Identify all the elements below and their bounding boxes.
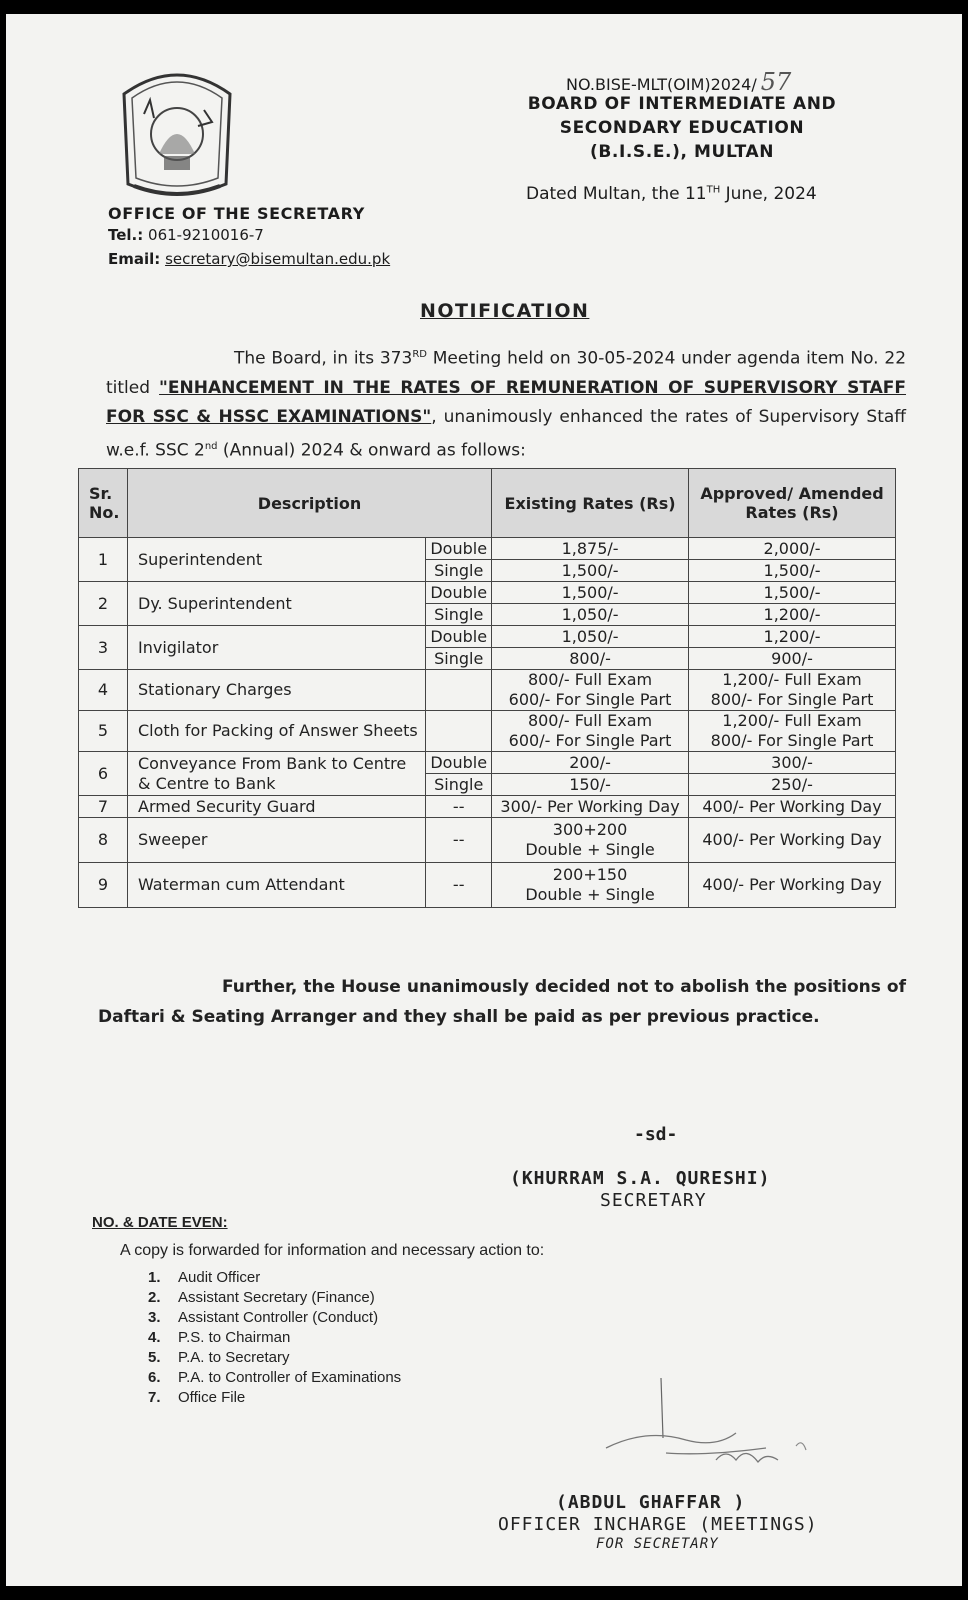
list-item: 5. P.A. to Secretary <box>148 1349 290 1366</box>
list-item: 4. P.S. to Chairman <box>148 1329 291 1346</box>
notification-intro: The Board, in its 373RD Meeting held on 30-05-2024 under agenda item No. 22 titled "ENHANCEMENT IN THE RATES OF REMUNERATION OF SUPERVISORY STAFF FOR SSC & HSSC EXAMINATIONS", unanimously enhanced the rates of Supervisory Staff w.e.f. SSC 2nd (Annual) 2024 & onward as follows: <box>106 348 907 461</box>
dated-line: Dated Multan, the 11TH June, 2024 <box>526 184 817 204</box>
copy-heading: NO. & DATE EVEN: <box>92 1214 228 1231</box>
table-row: 6 Conveyance From Bank to Centre & Centre to Bank Double 200/- 300/- <box>79 752 896 774</box>
further-decision-paragraph: Further, the House unanimously decided not to abolish the positions of Daftari & Seating Arranger and they shall be paid as per previous practice. <box>98 977 906 1027</box>
copy-intro: A copy is forwarded for information and necessary action to: <box>120 1242 545 1259</box>
header-existing-rates: Existing Rates (Rs) <box>492 469 689 538</box>
office-telephone: Tel.: 061-9210016-7 <box>108 226 264 244</box>
for-secretary-label: FOR SECRETARY <box>596 1536 719 1552</box>
table-row: 9 Waterman cum Attendant -- 200+150 Double + Single 400/- Per Working Day <box>79 863 896 908</box>
list-item: 3. Assistant Controller (Conduct) <box>148 1309 379 1326</box>
table-row: Single 150/- 250/- <box>79 774 896 796</box>
table-row: 2 Dy. Superintendent Double 1,500/- 1,500/- <box>79 582 896 604</box>
remuneration-rates-table <box>78 468 896 908</box>
secretary-title: SECRETARY <box>600 1190 707 1211</box>
table-row: 7 Armed Security Guard -- 300/- Per Working Day 400/- Per Working Day <box>79 796 896 818</box>
board-seal-logo <box>114 54 240 206</box>
officer-title: OFFICER INCHARGE (MEETINGS) <box>498 1514 818 1535</box>
list-item: 7. Office File <box>148 1389 246 1406</box>
table-row: 1 Superintendent Double 1,875/- 2,000/- <box>79 538 896 560</box>
notification-heading: NOTIFICATION <box>420 300 590 322</box>
document-page <box>6 14 962 1586</box>
table-row: Single 800/- 900/- <box>79 648 896 670</box>
office-email: Email: secretary@bisemultan.edu.pk <box>108 250 391 268</box>
distribution-list <box>148 1268 401 1408</box>
handwritten-signature <box>566 1378 826 1468</box>
header-description: Description <box>128 469 492 538</box>
office-title: OFFICE OF THE SECRETARY <box>108 204 365 223</box>
officer-name: (ABDUL GHAFFAR ) <box>556 1492 746 1513</box>
list-item: 2. Assistant Secretary (Finance) <box>148 1289 375 1306</box>
signed-marker: -sd- <box>634 1124 678 1145</box>
table-row: 3 Invigilator Double 1,050/- 1,200/- <box>79 626 896 648</box>
table-row: 5 Cloth for Packing of Answer Sheets 800/- Full Exam 600/- For Single Part 1,200/- Full Exam 800/- For Single Part <box>79 711 896 752</box>
header-sr-no: Sr. No. <box>79 469 128 538</box>
secretary-name: (KHURRAM S.A. QURESHI) <box>510 1168 771 1189</box>
table-row: Single 1,500/- 1,500/- <box>79 560 896 582</box>
table-row: 4 Stationary Charges 800/- Full Exam 600/- For Single Part 1,200/- Full Exam 800/- For Single Part <box>79 670 896 711</box>
reference-number: NO.BISE-MLT(OIM)2024/ 57 <box>566 68 792 96</box>
board-name: BOARD OF INTERMEDIATE AND SECONDARY EDUCATION (B.I.S.E.), MULTAN <box>527 94 837 162</box>
header-approved-rates: Approved/ Amended Rates (Rs) <box>689 469 896 538</box>
table-row: Single 1,050/- 1,200/- <box>79 604 896 626</box>
email-link[interactable]: secretary@bisemultan.edu.pk <box>165 250 391 268</box>
list-item: 1. Audit Officer <box>148 1269 261 1286</box>
list-item: 6. P.A. to Controller of Examinations <box>148 1369 402 1386</box>
table-row: 8 Sweeper -- 300+200 Double + Single 400/- Per Working Day <box>79 818 896 863</box>
